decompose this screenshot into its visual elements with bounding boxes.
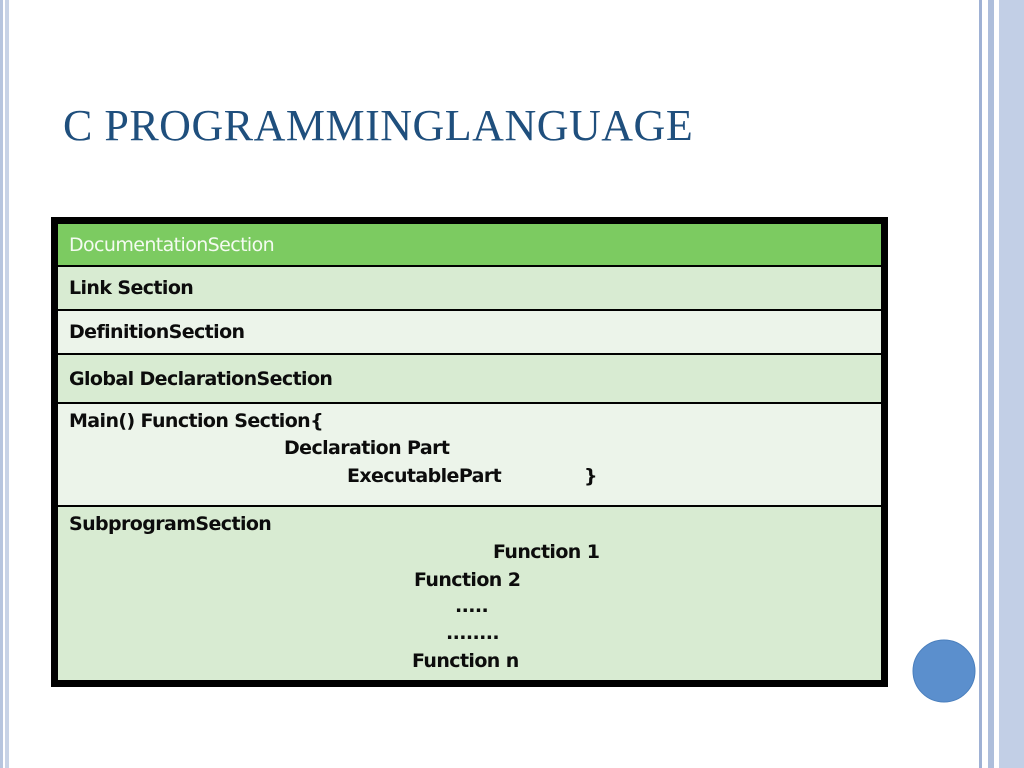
main-function-label: Main() Function Section{	[69, 410, 324, 432]
declaration-part-label: Declaration Part	[284, 437, 450, 459]
global-declaration-section-row	[58, 355, 881, 402]
documentation-section-row	[58, 224, 881, 265]
global-declaration-section-label: Global DeclarationSection	[69, 367, 333, 390]
function-item: Function 1	[493, 541, 600, 563]
subprogram-section-row	[58, 507, 881, 680]
link-section-label: Link Section	[69, 277, 194, 299]
nav-circle-icon[interactable]	[912, 639, 976, 703]
left-border-decoration	[0, 0, 9, 768]
documentation-section-label: DocumentationSection	[69, 233, 275, 256]
ellipsis-item: ........	[446, 622, 499, 644]
definition-section-label: DefinitionSection	[69, 321, 245, 343]
function-item: Function n	[412, 650, 519, 672]
closing-brace: }	[584, 465, 597, 487]
function-item: Function 2	[414, 569, 521, 591]
subprogram-section-label: SubprogramSection	[69, 513, 272, 535]
executable-part-label: ExecutablePart	[347, 465, 502, 487]
ellipsis-item: .....	[455, 595, 489, 617]
main-function-section-row	[58, 404, 881, 505]
definition-section-row	[58, 311, 881, 353]
link-section-row	[58, 267, 881, 309]
program-structure-table	[51, 217, 888, 687]
right-border-decoration	[978, 0, 1024, 768]
slide-title: C PROGRAMMINGLANGUAGE	[63, 101, 694, 150]
